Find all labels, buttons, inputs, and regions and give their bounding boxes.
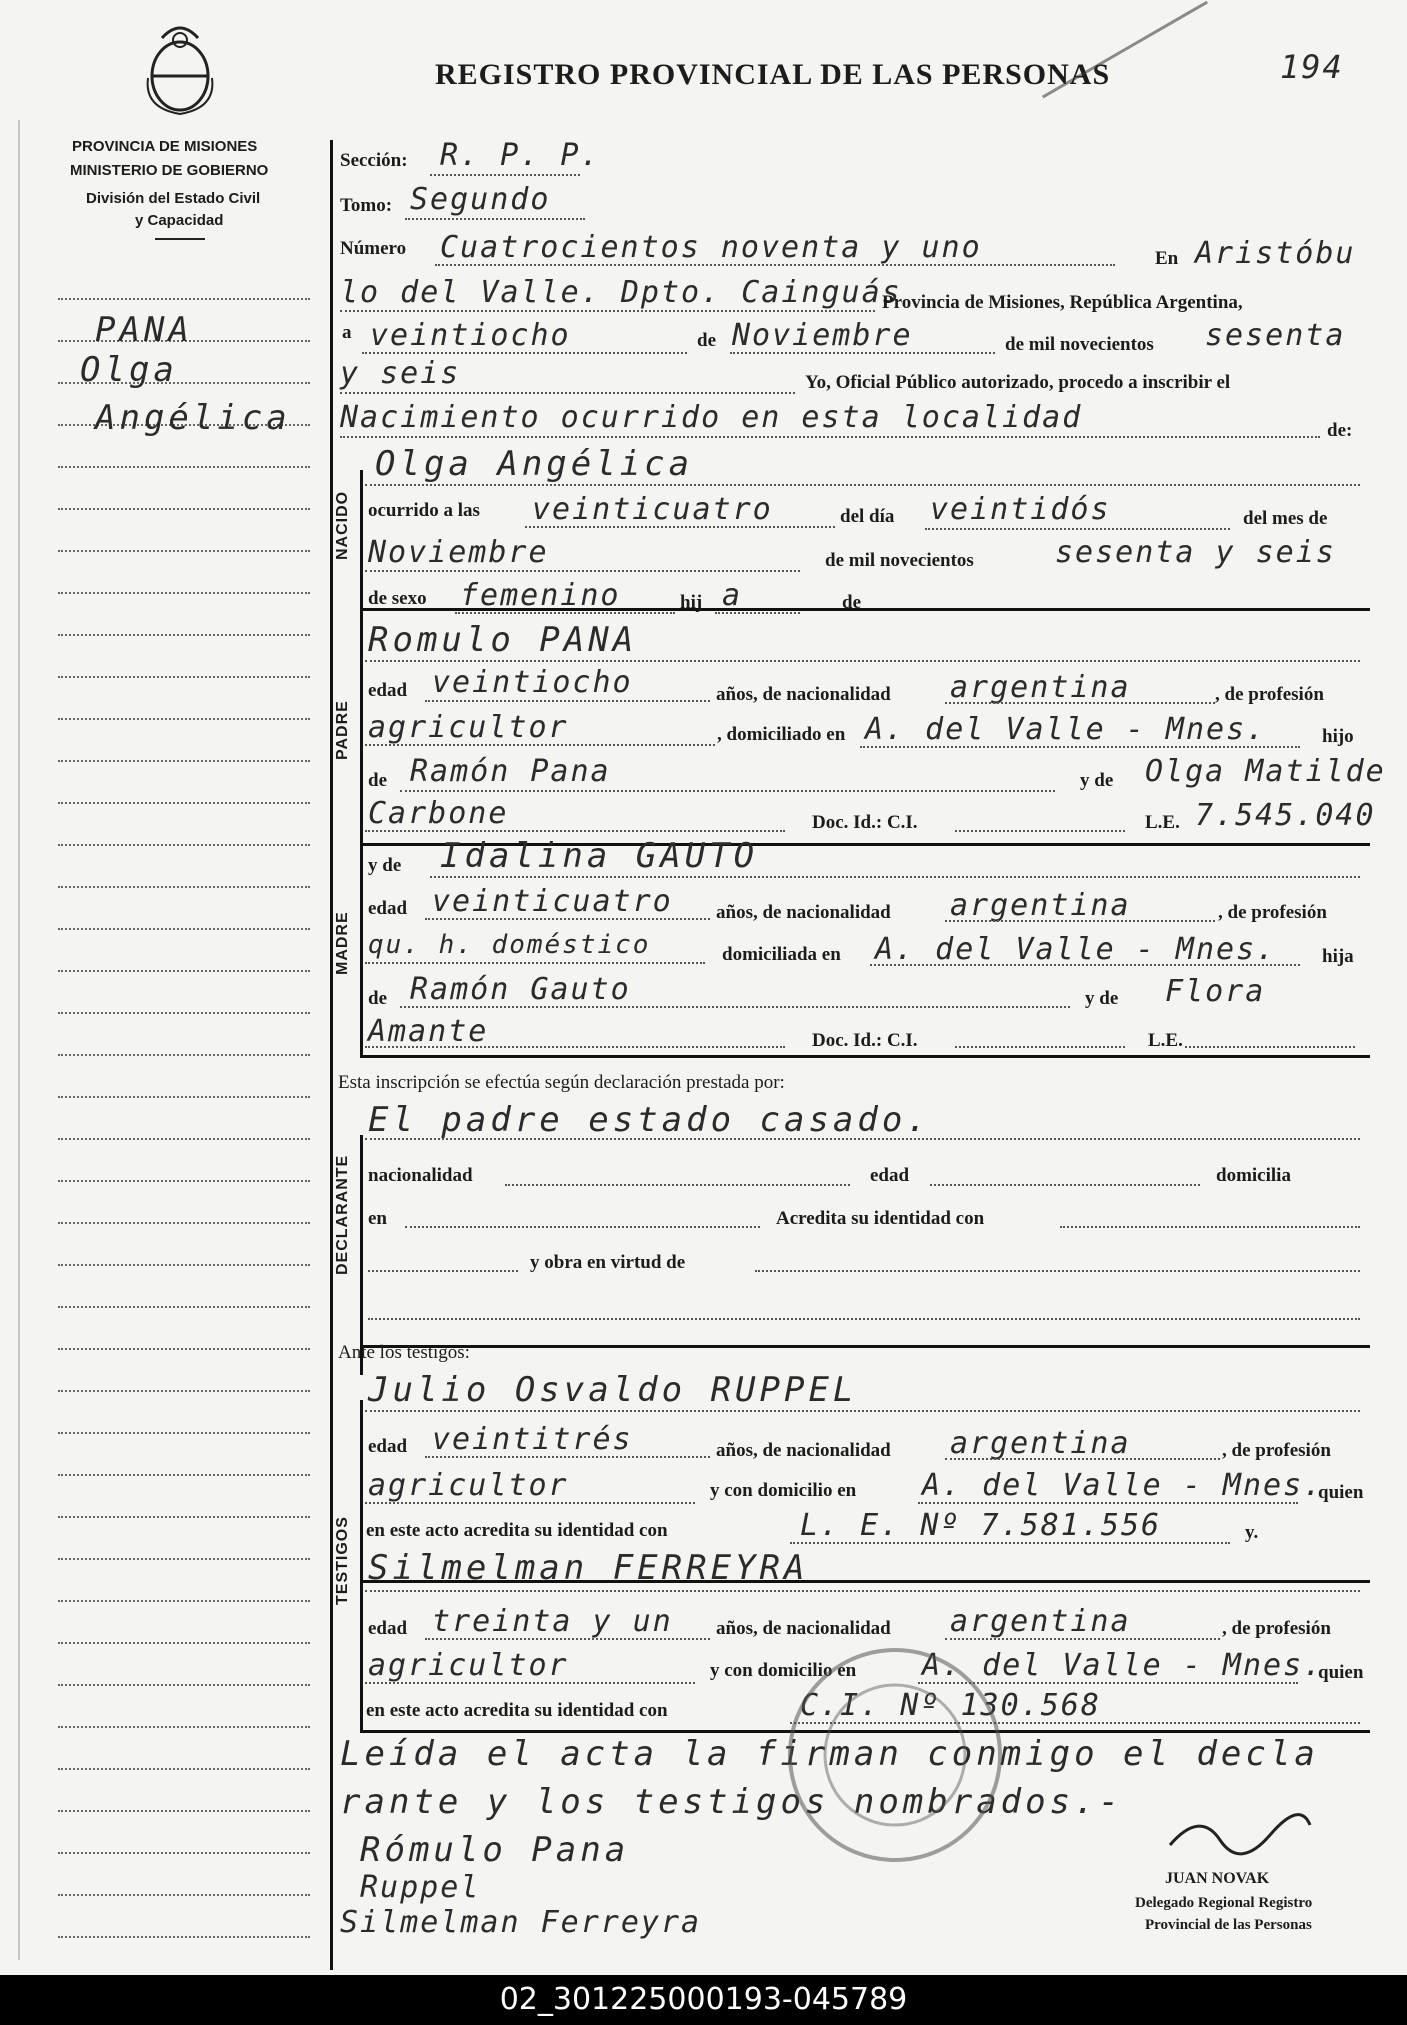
margin-line	[58, 466, 310, 468]
margin-line	[58, 1558, 310, 1560]
margin-line	[58, 928, 310, 930]
value-tomo: Segundo	[410, 182, 551, 217]
margin-line	[58, 1306, 310, 1308]
margin-line	[58, 550, 310, 552]
label-del-mes: del mes de	[1243, 508, 1328, 529]
signature-witness-1: Ruppel	[360, 1870, 481, 1905]
label-y-de-p: y de	[1080, 770, 1114, 791]
value-abuela-madre-1: Flora	[1165, 974, 1266, 1009]
value-edad-t2: treinta y un	[432, 1604, 673, 1639]
label-nacionalidad-madre: años, de nacionalidad	[716, 902, 891, 923]
label-le-madre: L.E.	[1148, 1030, 1183, 1051]
value-sexo: femenino	[460, 578, 621, 613]
label-domicilio-t2: y con domicilio en	[710, 1660, 857, 1681]
value-abuela-padre-1: Olga Matilde	[1145, 754, 1386, 789]
label-obra: y obra en virtud de	[530, 1252, 686, 1273]
margin-line	[58, 1390, 310, 1392]
label-y-de-m: y de	[1085, 988, 1119, 1009]
value-hij-suffix: a	[722, 578, 743, 613]
value-anio-1: sesenta	[1205, 318, 1346, 353]
margin-line	[58, 1432, 310, 1434]
value-mes: Noviembre	[732, 318, 913, 353]
label-seccion: Sección:	[340, 150, 408, 171]
value-anio-nacimiento: sesenta y seis	[1055, 535, 1336, 570]
margin-line	[58, 634, 310, 636]
section-inner-line-3	[360, 1400, 363, 1730]
label-de-abuelo-p: de	[368, 770, 387, 791]
section-inner-line	[360, 470, 363, 1055]
margin-line	[58, 1642, 310, 1644]
margin-line	[58, 1516, 310, 1518]
label-inscripcion: Esta inscripción se efectúa según declaración prestada por:	[338, 1072, 785, 1093]
label-hija: hija	[1322, 946, 1354, 967]
label-y: y.	[1245, 1522, 1259, 1543]
label-de-abuelo-m: de	[368, 988, 387, 1009]
value-padre: Romulo PANA	[368, 620, 638, 660]
label-doc-padre: Doc. Id.: C.I.	[812, 812, 918, 833]
margin-line	[58, 760, 310, 762]
value-profesion-t2: agricultor	[368, 1648, 569, 1683]
value-domicilio-padre: A. del Valle - Mnes.	[865, 712, 1267, 747]
officer-title-2: Provincial de las Personas	[1145, 1917, 1312, 1933]
margin-line	[58, 718, 310, 720]
value-dia: veintiocho	[370, 318, 571, 353]
label-edad-t1: edad	[368, 1436, 408, 1457]
margin-first-name: Olga	[80, 350, 178, 390]
value-domicilio-t2: A. del Valle - Mnes.	[922, 1648, 1324, 1683]
margin-line	[58, 1810, 310, 1812]
margin-line	[58, 1600, 310, 1602]
label-acredita: Acredita su identidad con	[776, 1208, 985, 1229]
value-profesion-t1: agricultor	[368, 1468, 569, 1503]
label-en: En	[1155, 248, 1179, 269]
value-hora: veinticuatro	[532, 492, 773, 527]
officer-title-1: Delegado Regional Registro	[1135, 1895, 1313, 1911]
section-label-nacido: NACIDO	[334, 490, 351, 560]
value-domicilio-madre: A. del Valle - Mnes.	[875, 932, 1277, 967]
margin-surname: PANA	[95, 310, 193, 350]
section-label-declarante: DECLARANTE	[334, 1154, 351, 1275]
margin-line	[58, 802, 310, 804]
margin-line	[58, 1054, 310, 1056]
margin-middle-name: Angélica	[95, 398, 291, 438]
margin-line	[58, 1726, 310, 1728]
value-numero: Cuatrocientos noventa y uno	[440, 230, 982, 265]
label-nacionalidad-padre: años, de nacionalidad	[716, 684, 891, 705]
margin-line	[58, 1768, 310, 1770]
value-abuelo-madre: Ramón Gauto	[410, 972, 631, 1007]
label-acredita-t1: en este acto acredita su identidad con	[366, 1520, 668, 1541]
label-en-declarante: en	[368, 1208, 387, 1229]
label-hij: hij	[680, 592, 703, 613]
value-madre: Idalina GAUTO	[440, 836, 759, 876]
label-de-colon: de:	[1327, 420, 1353, 441]
margin-line	[58, 1936, 310, 1938]
margin-line	[58, 592, 310, 594]
label-ante-testigos: Ante los testigos:	[338, 1342, 470, 1363]
value-nacionalidad-padre: argentina	[950, 670, 1131, 705]
section-label-padre: PADRE	[334, 700, 351, 760]
coat-of-arms-icon	[140, 18, 220, 118]
label-nacionalidad-t2: años, de nacionalidad	[716, 1618, 891, 1639]
province-label: PROVINCIA DE MISIONES	[72, 138, 258, 155]
signature-father: Rómulo Pana	[360, 1830, 630, 1870]
label-nacionalidad-declarante: nacionalidad	[368, 1165, 473, 1186]
closing-line-2: rante y los testigos nombrados.-	[340, 1782, 1124, 1822]
margin-line	[58, 970, 310, 972]
label-hijo: hijo	[1322, 726, 1354, 747]
label-domiciliado: , domiciliado en	[717, 724, 846, 745]
value-le-padre: 7.545.040	[1195, 798, 1376, 833]
label-oficial: Yo, Oficial Público autorizado, procedo a inscribir el	[805, 372, 1231, 393]
label-domicilia: domicilia	[1216, 1165, 1291, 1186]
margin-line	[58, 298, 310, 300]
value-lugar-2: lo del Valle. Dpto. Cainguás	[340, 275, 902, 310]
label-profesion-t1: , de profesión	[1222, 1440, 1331, 1461]
value-documento-t2: C.I. Nº 130.568	[800, 1688, 1101, 1723]
value-documento-t1: L. E. Nº 7.581.556	[800, 1508, 1162, 1543]
value-profesion-padre: agricultor	[368, 710, 569, 745]
value-edad-t1: veintitrés	[432, 1422, 633, 1457]
margin-line	[58, 1474, 310, 1476]
label-profesion-padre: , de profesión	[1215, 684, 1324, 705]
label-provincia: Provincia de Misiones, República Argentina,	[882, 292, 1243, 313]
value-testigo-1: Julio Osvaldo RUPPEL	[368, 1370, 858, 1410]
margin-line	[58, 1222, 310, 1224]
value-domicilio-t1: A. del Valle - Mnes.	[922, 1468, 1324, 1503]
label-ocurrido: ocurrido a las	[368, 500, 480, 521]
margin-scribble	[1042, 1, 1268, 203]
label-quien-t1: quien	[1318, 1482, 1364, 1503]
label-nacionalidad-t1: años, de nacionalidad	[716, 1440, 891, 1461]
label-domiciliada: domiciliada en	[722, 944, 841, 965]
label-mil-novecientos: de mil novecientos	[1005, 334, 1154, 355]
margin-line	[58, 676, 310, 678]
ministry-label: MINISTERIO DE GOBIERNO	[70, 162, 269, 179]
margin-line	[58, 1012, 310, 1014]
header-divider	[155, 238, 205, 240]
value-nacionalidad-madre: argentina	[950, 888, 1131, 923]
section-label-madre: MADRE	[334, 911, 351, 975]
label-quien-t2: quien	[1318, 1662, 1364, 1683]
value-edad-madre: veinticuatro	[432, 884, 673, 919]
label-edad-madre: edad	[368, 898, 408, 919]
label-acredita-t2: en este acto acredita su identidad con	[366, 1700, 668, 1721]
margin-line	[58, 844, 310, 846]
value-declarante: El padre estado casado.	[368, 1100, 931, 1140]
division-label-2: y Capacidad	[135, 212, 224, 229]
label-de-mes: de	[697, 330, 716, 351]
label-edad-declarante: edad	[870, 1165, 910, 1186]
label-sexo: de sexo	[368, 588, 427, 609]
margin-line	[58, 1348, 310, 1350]
margin-line	[58, 1096, 310, 1098]
value-acto: Nacimiento ocurrido en esta localidad	[340, 400, 1083, 435]
value-abuela-madre-2: Amante	[368, 1014, 489, 1049]
closing-line-1: Leída el acta la firman conmigo el decla	[340, 1734, 1319, 1774]
value-lugar-1: Aristóbu	[1195, 236, 1356, 271]
margin-line	[58, 508, 310, 510]
value-nacionalidad-t1: argentina	[950, 1426, 1131, 1461]
label-mil-novecientos-2: de mil novecientos	[825, 550, 974, 571]
label-tomo: Tomo:	[340, 195, 393, 216]
value-profesion-madre: qu. h. doméstico	[368, 930, 651, 960]
value-nacionalidad-t2: argentina	[950, 1604, 1131, 1639]
label-doc-madre: Doc. Id.: C.I.	[812, 1030, 918, 1051]
label-domicilio-t1: y con domicilio en	[710, 1480, 857, 1501]
label-a: a	[342, 322, 352, 343]
signature-witness-2: Silmelman Ferreyra	[340, 1905, 702, 1940]
frame-left-line	[330, 140, 333, 1970]
value-abuela-padre-2: Carbone	[368, 796, 509, 831]
label-edad-padre: edad	[368, 680, 408, 701]
margin-line	[58, 1264, 310, 1266]
page-edge	[18, 120, 20, 1960]
margin-line	[58, 1180, 310, 1182]
section-label-testigos: TESTIGOS	[334, 1516, 351, 1605]
divider-declarante	[360, 1345, 1370, 1348]
margin-line	[58, 886, 310, 888]
margin-line	[58, 1684, 310, 1686]
label-le-padre: L.E.	[1145, 812, 1180, 833]
value-edad-padre: veintiocho	[432, 665, 633, 700]
margin-line	[58, 1852, 310, 1854]
margin-line	[58, 1894, 310, 1896]
scan-id-footer: 02_301225000193-045789	[0, 1975, 1407, 2025]
folio-number: 194	[1280, 48, 1344, 86]
value-nombre: Olga Angélica	[375, 444, 694, 484]
division-label: División del Estado Civil	[86, 190, 261, 207]
value-testigo-2: Silmelman FERREYRA	[368, 1548, 809, 1588]
label-profesion-madre: , de profesión	[1218, 902, 1327, 923]
officer-signature-mark	[1160, 1805, 1320, 1865]
label-edad-t2: edad	[368, 1618, 408, 1639]
label-profesion-t2: , de profesión	[1222, 1618, 1331, 1639]
value-abuelo-padre: Ramón Pana	[410, 754, 611, 789]
label-del-dia: del día	[840, 506, 895, 527]
margin-line	[58, 1138, 310, 1140]
officer-name: JUAN NOVAK	[1165, 1870, 1270, 1887]
label-de: de	[842, 592, 861, 613]
registry-title: REGISTRO PROVINCIAL DE LAS PERSONAS	[435, 58, 1111, 91]
value-dia-nacimiento: veintidós	[930, 492, 1111, 527]
value-anio-2: y seis	[340, 356, 461, 391]
value-seccion: R. P. P.	[440, 138, 601, 173]
label-y-de-madre: y de	[368, 855, 402, 876]
label-numero: Número	[340, 238, 407, 259]
divider-madre	[360, 1055, 1370, 1058]
official-stamp-icon	[780, 1640, 1010, 1870]
section-inner-line-2	[360, 1135, 363, 1375]
value-mes-nacimiento: Noviembre	[368, 535, 549, 570]
